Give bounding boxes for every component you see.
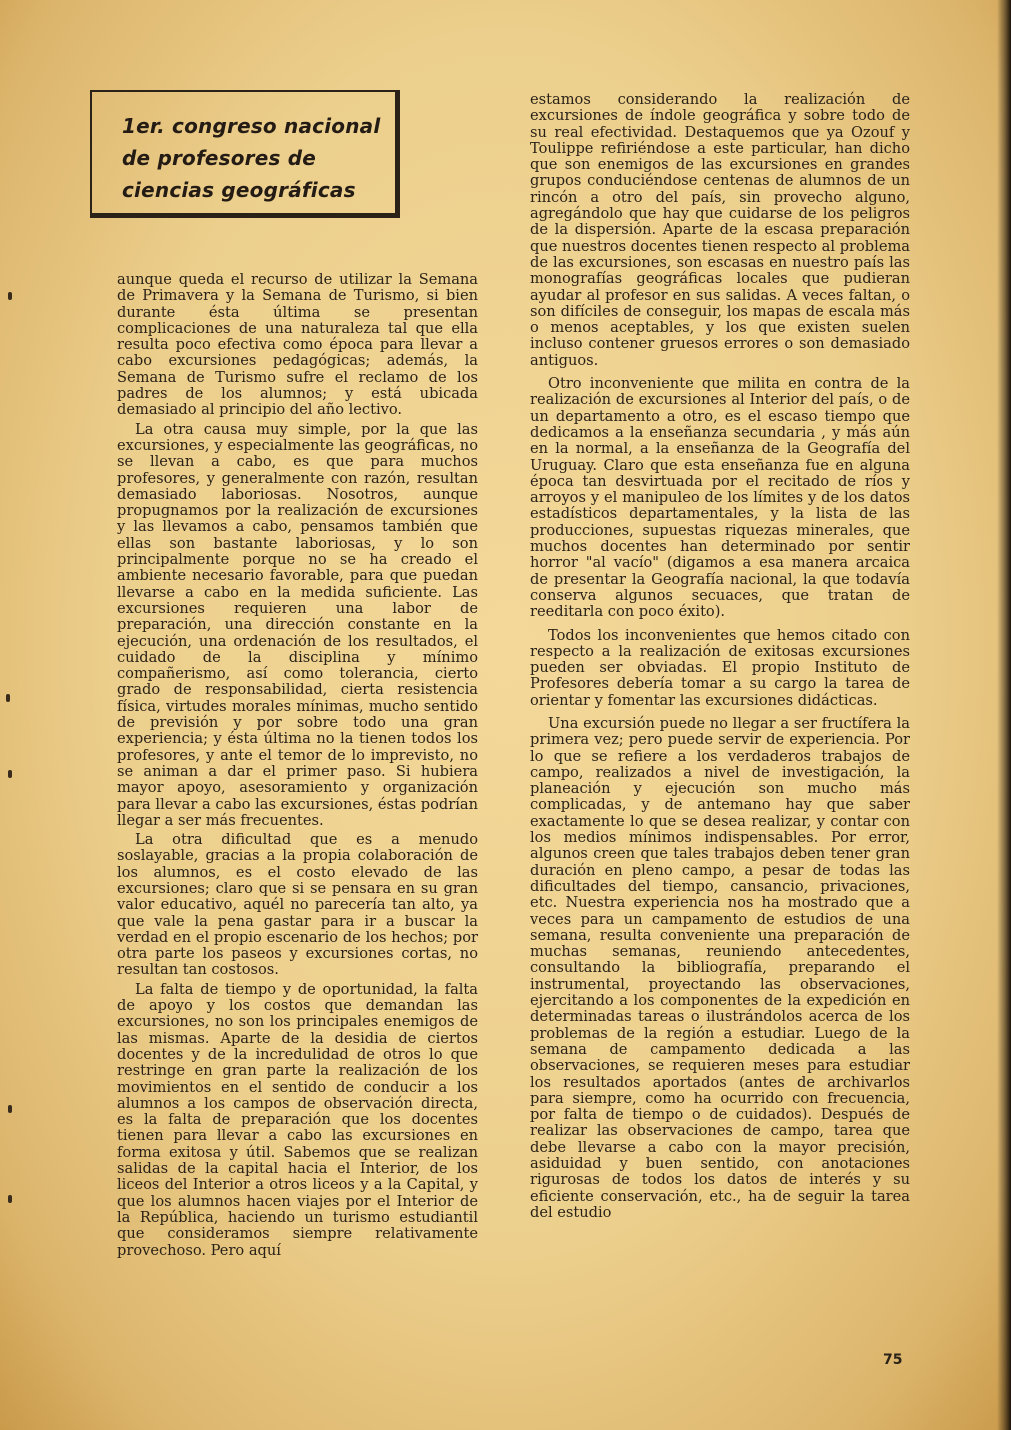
left-column [117, 272, 478, 1259]
right-paragraph-1: estamos considerando la realización de excursiones de índole geográfica y sobre todo de su real efectividad. Destaquemos que ya Ozouf y Toulippe refiriéndose a este particular, han dicho que son enemigos de las excursiones en grandes grupos conduciéndose centenas de alumnos de un rincón a otro del país, sin provecho alguno, agregándolo que hay que cuidarse de los peligros de la dispersión. Aparte de la escasa preparación que nuestros docentes tienen respecto al problema de las excursiones, son escasas en nuestro país las monografías geográficas locales que pudieran ayudar al profesor en sus salidas. A veces faltan, o son difíciles de conseguir, los mapas de escala más o menos aceptables, y los que existen suelen incluso contener gruesos errores o son demasiado antiguos. [530, 91, 910, 369]
page-number: 75 [883, 1352, 903, 1368]
right-paragraph-3: Todos los inconvenientes que hemos citado con respecto a la realización de exitosas excursiones pueden ser obviadas. El propio Instituto de Profesores debería tomar a su cargo la tarea de orientar y fomentar las excursiones didácticas. [530, 626, 910, 709]
left-paragraph-3: La otra dificultad que es a menudo soslayable, gracias a la propia colaboración de los alumnos, es el costo elevado de las excursiones; claro que si se pensara en su gran valor educativo, aquél no parecería tan alto, ya que vale la pena gastar para ir a buscar la verdad en el propio escenario de los hechos; por otra parte los paseos y excursiones cortas, no resultan tan costosos. [117, 831, 478, 979]
title-line-1: 1er. congreso nacional [122, 114, 381, 138]
margin-mark [8, 770, 12, 778]
left-paragraph-4: La falta de tiempo y de oportunidad, la falta de apoyo y los costos que demandan las excursiones, no son los principales enemigos de las mismas. Aparte de la desidia de ciertos docentes y de la incredulidad de otros lo que restringe en gran parte la realización de los movimientos en el sentido de conducir a los alumnos a los campos de observación directa, es la falta de preparación que los docentes tienen para llevar a cabo las excursiones en forma exitosa y útil. Sabemos que se realizan salidas de la capital hacia el Interior, de los liceos del Interior a otros liceos y a la Capital, y que los alumnos hacen viajes por el Interior de la República, haciendo un turismo estudiantil que consideramos siempre relativamente provechoso. Pero aquí [117, 980, 478, 1259]
title-box [90, 90, 400, 218]
margin-mark [8, 1195, 12, 1203]
left-paragraph-2: La otra causa muy simple, por la que las excursiones, y especialmente las geográficas, no se llevan a cabo, es que para muchos profesores, y generalmente con razón, resultan demasiado laboriosas. Nosotros, aunque propugnamos por la realización de excursiones y las llevamos a cabo, pensamos también que ellas son bastante laboriosas, y lo son principalmente porque no se ha creado el ambiente necesario favorable, para que puedan llevarse a cabo en la medida suficiente. Las excursiones requieren una labor de preparación, una dirección constante en la ejecución, una ordenación de los resultados, el cuidado de la disciplina y mínimo compañerismo, así como tolerancia, cierto grado de responsabilidad, cierta resistencia física, virtudes morales mínimas, mucho sentido de previsión y por sobre todo una gran experiencia; y ésta última no la tienen todos los profesores, y ante el temor de lo imprevisto, no se animan a dar el primer paso. Si hubiera mayor apoyo, asesoramiento y organización para llevar a cabo las excursiones, éstas podrían llegar a ser más frecuentes. [117, 420, 478, 829]
right-paragraph-2: Otro inconveniente que milita en contra de la realización de excursiones al Interior del país, o de un departamento a otro, es el escaso tiempo que dedicamos a la enseñanza secundaria , y más aún en la normal, a la enseñanza de la Geografía del Uruguay. Claro que esta enseñanza fue en alguna época tan desvirtuada por el recitado de ríos y arroyos y el manipuleo de los límites y de los datos estadísticos departamentales, y la lista de las producciones, supuestas riquezas minerales, que muchos docentes han determinado por sentir horror "al vacío" (digamos a esa manera arcaica de presentar la Geografía nacional, la que todavía conserva algunos secuaces, que tratan de reeditarla con poco éxito). [530, 375, 910, 621]
left-paragraph-1: aunque queda el recurso de utilizar la Semana de Primavera y la Semana de Turismo, si bien durante ésta última se presentan complicaciones de una naturaleza tal que ella resulta poco efectiva como época para llevar a cabo excursiones pedagógicas; además, la Semana de Turismo sufre el reclamo de los padres de los alumnos; y está ubicada demasiado al principio del año lectivo. [117, 271, 478, 419]
title-line-3: ciencias geográficas [122, 178, 356, 202]
margin-mark [8, 292, 12, 300]
margin-mark [6, 694, 10, 702]
page-edge-shadow [997, 0, 1011, 1430]
article-title [122, 110, 392, 206]
margin-mark [8, 1105, 12, 1113]
title-line-2: de profesores de [122, 146, 317, 170]
right-paragraph-4: Una excursión puede no llegar a ser fructífera la primera vez; pero puede servir de experiencia. Por lo que se refiere a los verdaderos trabajos de campo, realizados a nivel de investigación, la planeación y ejecución son mucho más complicadas, y de antemano hay que saber exactamente lo que se desea realizar, y contar con los medios mínimos indispensables. Por error, algunos creen que tales trabajos deben tener gran duración en pleno campo, a pesar de todas las dificultades del tiempo, cansancio, privaciones, etc. Nuestra experiencia nos ha mostrado que a veces para un campamento de estudios de una semana, resulta conveniente una preparación de muchas semanas, reuniendo antecedentes, consultando la bibliografía, preparando el instrumental, proyectando las observaciones, ejercitando a los componentes de la expedición en determinadas tareas o ilustrándolos acerca de los problemas de la región a estudiar. Luego de la semana de campamento dedicada a las observaciones, se requieren meses para estudiar los resultados aportados (antes de archivarlos para siempre, como ha ocurrido con frecuencia, por falta de tiempo o de cuidados). Después de realizar las observaciones de campo, tarea que debe llevarse a cabo con la mayor precisión, asiduidad y buen sentido, con anotaciones rigurosas de todos los datos de interés y su eficiente conservación, etc., ha de seguir la tarea del estudio [530, 714, 910, 1221]
right-column [530, 92, 910, 1221]
